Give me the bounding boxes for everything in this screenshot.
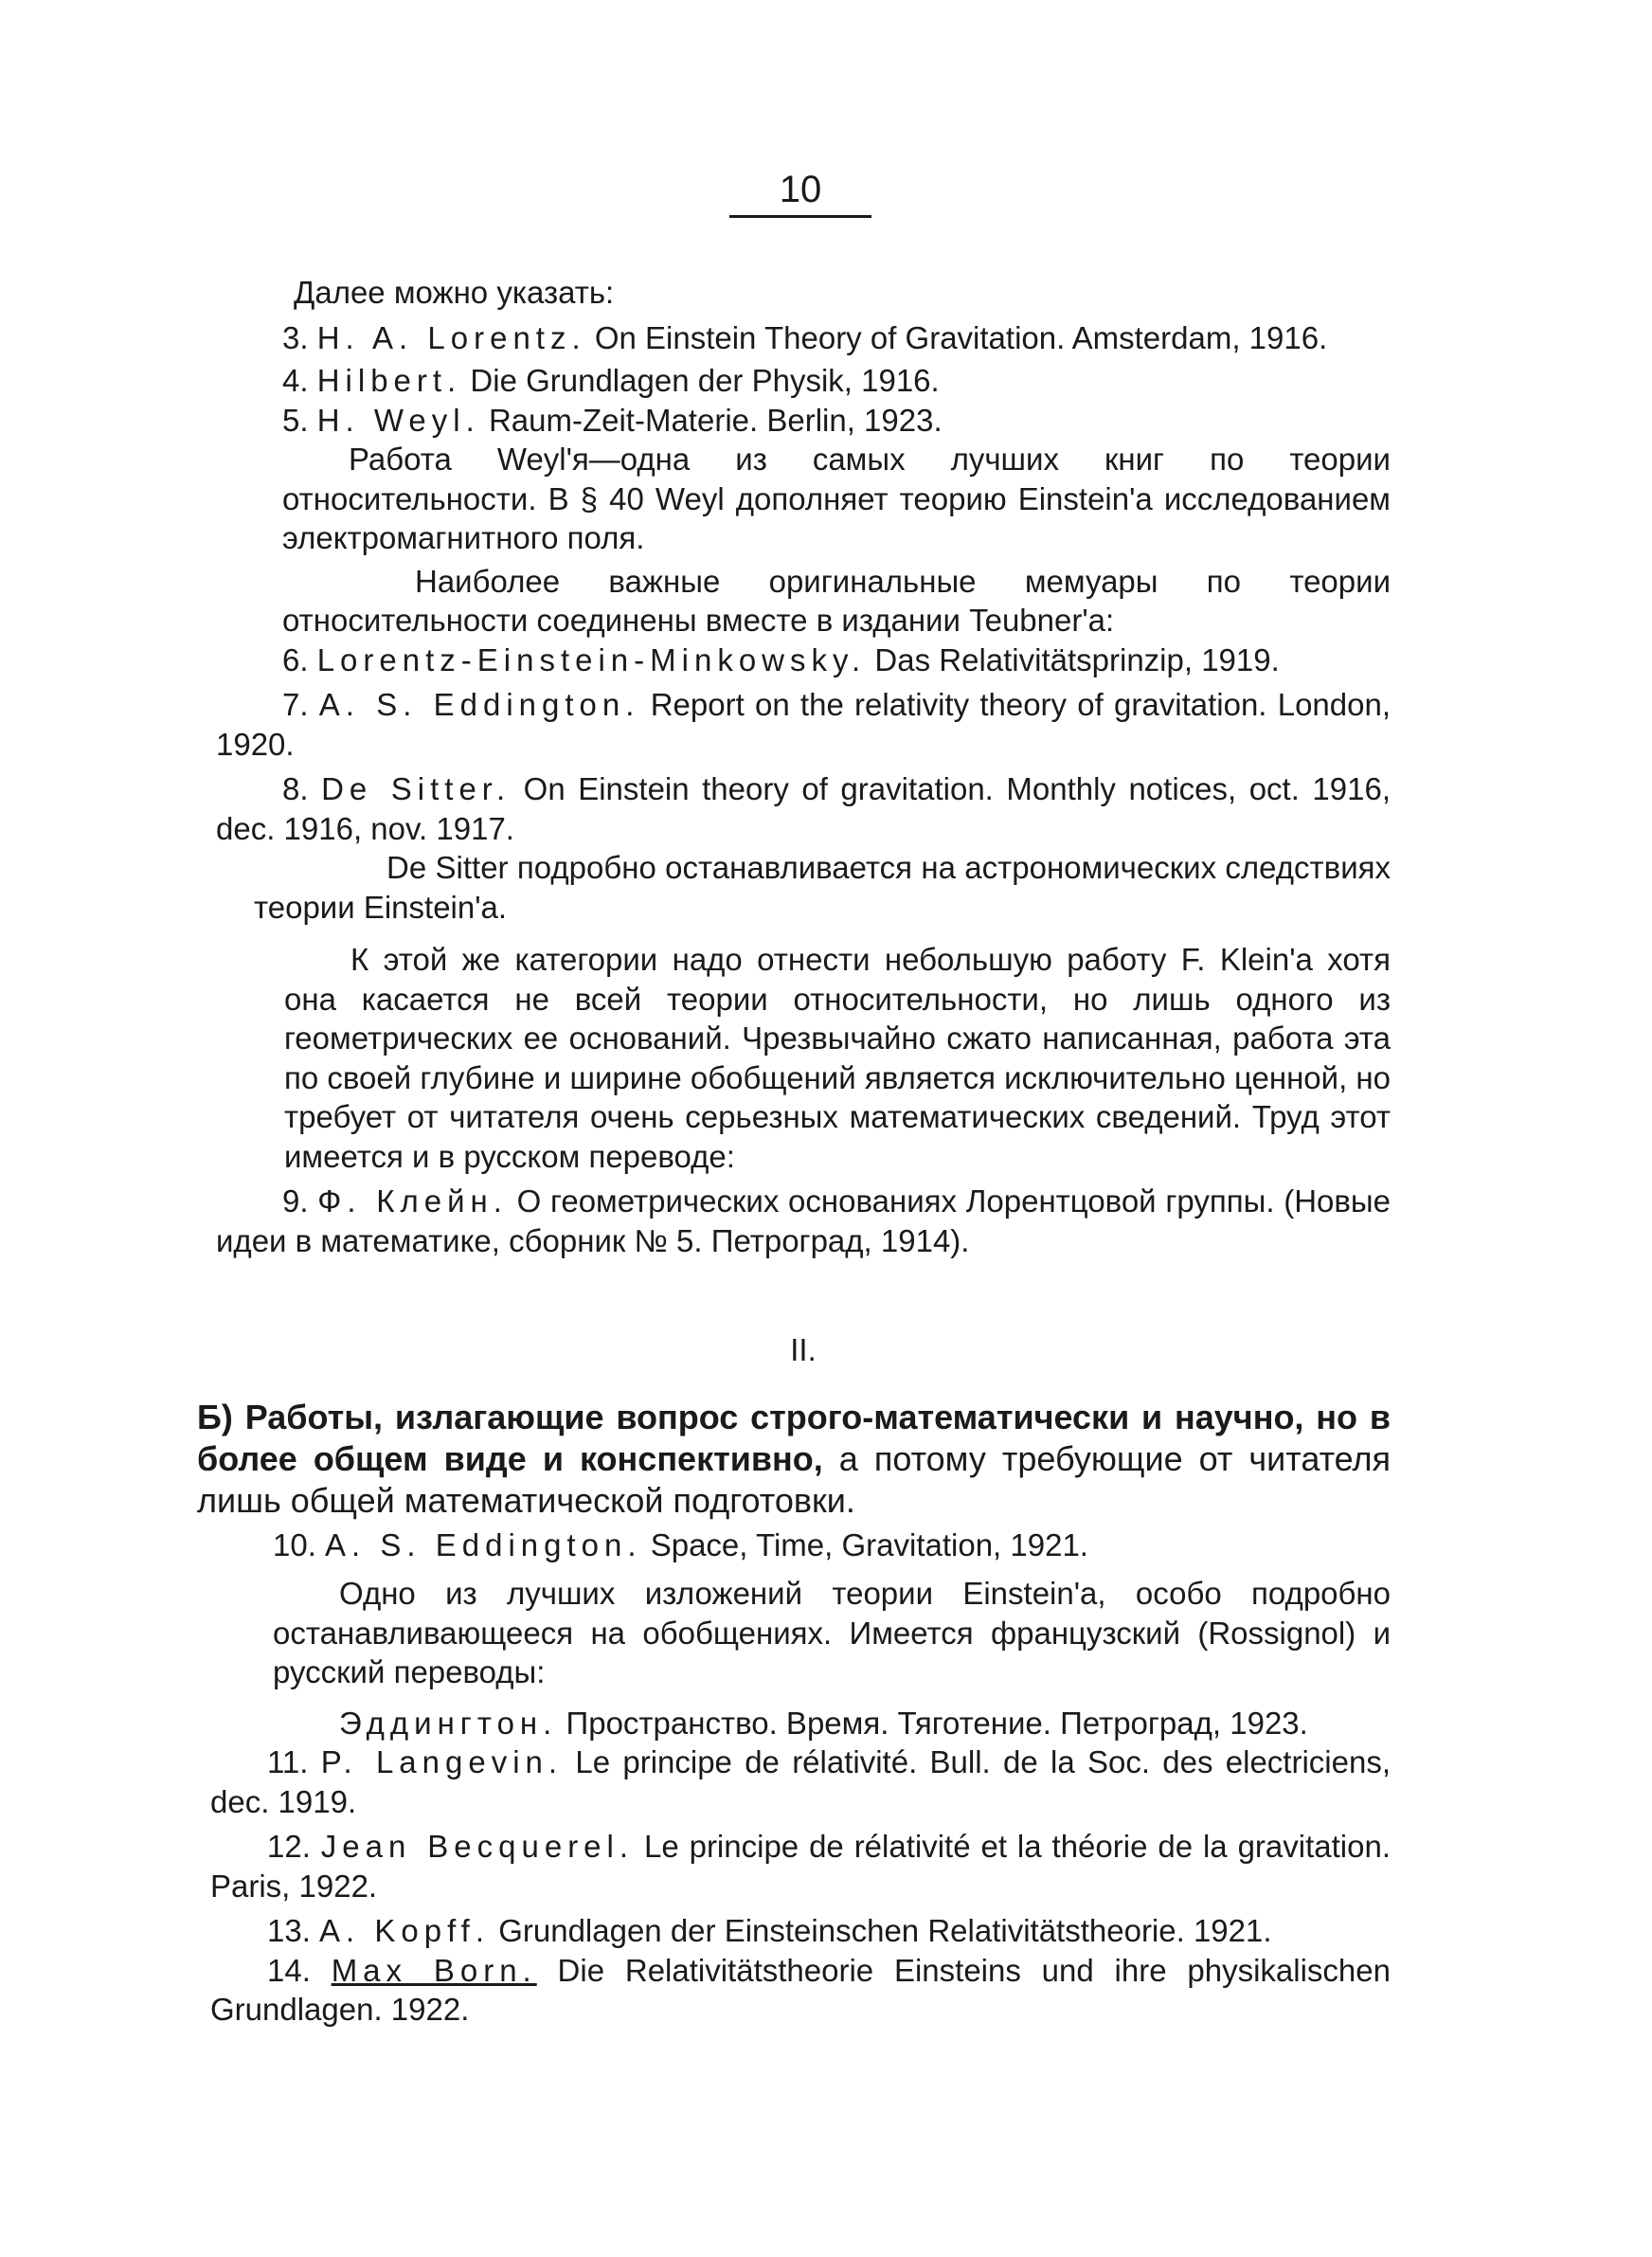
reference-author: Эддингтон.: [339, 1705, 558, 1741]
reference-title: Пространство. Время. Тяготение. Петроград, 1923.: [566, 1705, 1308, 1741]
reference-author: A. Kopff.: [319, 1913, 491, 1948]
reference-author: H. A. Lorentz.: [316, 319, 586, 355]
intro-text: Далее можно указать:: [294, 275, 615, 310]
reference-author: Max Born.: [331, 1952, 537, 1988]
reference-title: Raum-Zeit-Materie. Berlin, 1923.: [488, 402, 943, 438]
reference-item-7: 7. A. S. Eddington. Report on the relativity theory of gravitation. London, 1920.: [216, 687, 1391, 762]
eddington-russian-edition: [216, 1704, 1391, 1743]
reference-title: Space, Time, Gravitation, 1921.: [650, 1526, 1088, 1562]
page-body: [197, 273, 1392, 2030]
reference-title: Die Relativitätstheorie Einsteins und ihre physikalischen Grundlagen. 1922.: [210, 1952, 1391, 2027]
reference-item-8: 8. De Sitter. On Einstein theory of gravitation. Monthly notices, oct. 1916, dec. 1916, nov. 1917.: [216, 771, 1391, 846]
reference-item-10: 10. A. S. Eddington. Space, Time, Gravitation, 1921.: [273, 1526, 1088, 1562]
reference-author: H. Weyl.: [316, 402, 480, 438]
reference-item-4: 4. Hilbert. Die Grundlagen der Physik, 1916.: [282, 363, 940, 398]
reference-title: On Einstein Theory of Gravitation. Amsterdam, 1916.: [594, 319, 1328, 355]
reference-title: On Einstein theory of gravitation. Monthly notices, oct. 1916, dec. 1916, nov. 1917.: [216, 771, 1391, 846]
reference-item-9: 9. Ф. Клейн. О геометрических основаниях Лорентцовой группы. (Новые идеи в математике, сборник № 5. Петроград, 1914).: [216, 1183, 1391, 1258]
weyl-comment: Работа Weyl'я—одна из самых лучших книг по теории относительности. В § 40 Weyl дополняет теорию Einstein'a исследованием электромагнитного поля.: [282, 442, 1391, 555]
section-numeral: II.: [790, 1332, 817, 1367]
reference-item-13: 13. A. Kopff. Grundlagen der Einsteinschen Relativitätstheorie. 1921.: [267, 1913, 1272, 1948]
reference-item-5: 5. H. Weyl. Raum-Zeit-Materie. Berlin, 1923.: [282, 402, 943, 438]
reference-title: Die Grundlagen der Physik, 1916.: [470, 363, 940, 398]
reference-author: Lorentz-Einstein-Minkowsky.: [316, 641, 867, 677]
reference-author: De Sitter.: [321, 771, 512, 806]
reference-title: Grundlagen der Einsteinschen Relativitätstheorie. 1921.: [498, 1913, 1272, 1948]
teubner-intro: Наиболее важные оригинальные мемуары по теории относительности соединены вместе в издании Teubner'a:: [282, 563, 1391, 638]
de-sitter-comment: De Sitter подробно останавливается на астрономических следствиях теории Einstein'a.: [254, 850, 1391, 925]
reference-title: Report on the relativity theory of gravitation. London, 1920.: [216, 687, 1391, 762]
reference-title: Le principe de rélativité. Bull. de la Soc. des electriciens, dec. 1919.: [210, 1744, 1392, 1819]
reference-item-3: 3. H. A. Lorentz. On Einstein Theory of Gravitation. Amsterdam, 1916.: [282, 319, 1328, 355]
reference-item-12: 12. Jean Becquerel. Le principe de rélativité et la théorie de la gravitation. Paris, 1922.: [210, 1829, 1392, 1904]
reference-author: A. S. Eddington.: [318, 687, 640, 722]
reference-author: Ф. Клейн.: [317, 1183, 508, 1219]
reference-item-14: 14. Max Born. Die Relativitätstheorie Einsteins und ihre physikalischen Grundlagen. 1922.: [210, 1952, 1391, 2027]
section-b-heading-bold: Б) Работы, излагающие вопрос строго-математически и научно, но в более общем виде и конспективно,: [197, 1397, 1391, 1478]
reference-author: Hilbert.: [316, 363, 462, 398]
reference-author: A. S. Eddington.: [325, 1526, 642, 1562]
reference-title: Das Relativitätsprinzip, 1919.: [874, 641, 1280, 677]
section-b-heading-rest: а потому требующие от читателя лишь общей математической подготовки.: [197, 1438, 1392, 1520]
reference-item-6: 6. Lorentz-Einstein-Minkowsky. Das Relativitätsprinzip, 1919.: [282, 641, 1280, 677]
reference-item-11: 11. P. Langevin. Le principe de rélativité. Bull. de la Soc. des electriciens, dec. 1919.: [210, 1744, 1392, 1819]
reference-title: Le principe de rélativité et la théorie de la gravitation. Paris, 1922.: [210, 1829, 1392, 1904]
reference-title: О геометрических основаниях Лорентцовой группы. (Новые идеи в математике, сборник № 5. Петроград, 1914).: [216, 1183, 1391, 1258]
reference-author: Jean Becquerel.: [320, 1829, 635, 1864]
page-number: 10: [729, 169, 871, 218]
klein-comment: К этой же категории надо отнести небольшую работу F. Klein'a хотя она касается не всей теории относительности, но лишь одного из геометрических ее оснований. Чрезвычайно сжато написанная, работа эта по своей глубине и ширине обобщений является исключительно ценной, но требует от читателя очень серьезных математических сведений. Труд этот имеется и в русском переводе:: [284, 942, 1392, 1174]
section-b-heading: [197, 1397, 1391, 1522]
reference-author: P. Langevin.: [320, 1744, 564, 1779]
eddington-comment: Одно из лучших изложений теории Einstein'a, особо подробно останавливающееся на обобщениях. Имеется французский (Rossignol) и русский переводы:: [273, 1576, 1391, 1689]
